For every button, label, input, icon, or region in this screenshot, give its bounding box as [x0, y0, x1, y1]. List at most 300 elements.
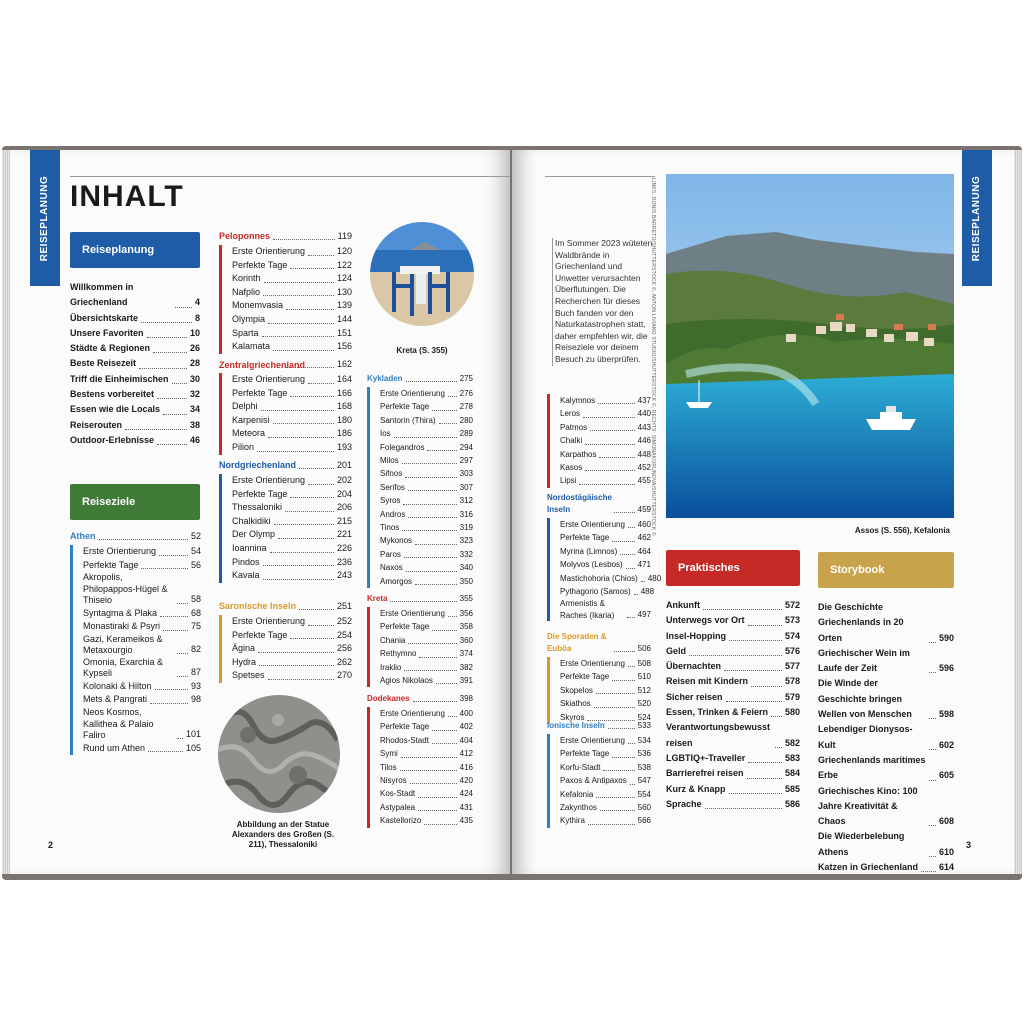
toc-entry	[380, 561, 473, 574]
toc-entry	[560, 585, 655, 598]
right-side-tab	[962, 150, 992, 286]
toc-leader	[775, 747, 782, 748]
toc-entry	[232, 556, 352, 570]
section-heading-page: 533	[637, 721, 651, 730]
toc-entry	[380, 414, 473, 427]
toc-entry-title: Monemvasia	[232, 300, 284, 311]
toc-entry-page: 270	[336, 670, 352, 681]
toc-entry-title: Willkommen in Griechenland	[70, 282, 134, 308]
toc-entry-title: Unsere Favoriten	[70, 327, 144, 338]
toc-entry-title: Paxos & Antipaxos	[560, 776, 627, 786]
toc-leader	[448, 396, 457, 397]
toc-entry-page: 590	[938, 632, 954, 643]
toc-entry-page: 139	[336, 300, 352, 311]
section-list	[547, 518, 662, 621]
toc-leader	[436, 683, 457, 684]
toc-entry-title: Monastiraki & Psyri	[83, 621, 161, 632]
toc-leader	[448, 616, 457, 617]
page-edges-left	[2, 150, 10, 874]
toc-entry-page: 402	[459, 722, 473, 732]
toc-entry-title: Essen, Trinken & Feiern	[666, 707, 769, 718]
toc-leader	[285, 511, 334, 512]
toc-entry	[232, 427, 352, 441]
toc-leader	[150, 703, 188, 704]
toc-entry-page: 226	[336, 542, 352, 553]
toc-leader	[703, 609, 782, 610]
section-sporaden-euboea	[547, 631, 651, 724]
toc-entry-page: 122	[336, 259, 352, 270]
toc-entry-page: 10	[189, 327, 200, 338]
toc-leader	[263, 579, 334, 580]
toc-entry-title: Rund um Athen	[83, 742, 146, 753]
toc-entry	[70, 356, 200, 371]
photo-statue	[218, 695, 340, 813]
toc-leader	[125, 429, 187, 430]
toc-leader	[771, 716, 782, 717]
toc-entry-title: Unterwegs vor Ort	[666, 615, 745, 626]
toc-entry	[380, 427, 473, 440]
toc-entry-title: Korinth	[232, 273, 261, 284]
toc-entry-page: 358	[459, 622, 473, 632]
section-list	[219, 245, 352, 354]
toc-leader	[177, 738, 183, 739]
toc-entry-page: 508	[637, 659, 651, 668]
section-list	[547, 657, 651, 724]
toc-entry-title: Perfekte Tage	[83, 559, 139, 570]
toc-leader	[400, 770, 457, 771]
toc-entry-page: 577	[784, 661, 800, 672]
toc-leader	[627, 617, 635, 618]
toc-leader	[175, 307, 192, 308]
section-peloponnes	[219, 230, 352, 354]
section-list	[547, 394, 651, 488]
section-heading-title: Ionische Inseln	[547, 721, 605, 730]
toc-leader	[402, 463, 457, 464]
toc-entry-title: Kasos	[560, 463, 583, 473]
toc-entry-page: 289	[459, 429, 473, 439]
toc-entry	[380, 774, 473, 787]
toc-entry-title: Perfekte Tage	[232, 259, 288, 270]
toc-entry	[380, 734, 473, 747]
toc-entry-page: 151	[336, 327, 352, 338]
toc-entry	[83, 657, 201, 680]
toc-leader	[402, 530, 456, 531]
section-list	[367, 387, 473, 588]
toc-entry	[380, 761, 473, 774]
toc-entry-title: Karpenisi	[232, 414, 270, 425]
toc-leader	[432, 743, 457, 744]
toc-entry-page: 608	[938, 816, 954, 827]
toc-entry-title: Erste Orientierung	[83, 546, 157, 556]
toc-entry	[380, 481, 473, 494]
toc-entry-page: 307	[459, 482, 473, 492]
toc-entry-title: LGBTIQ+-Traveller	[666, 752, 746, 763]
storybook-list	[818, 600, 954, 875]
toc-leader	[612, 680, 634, 681]
toc-entry-page: 497	[637, 610, 651, 620]
section-list	[70, 545, 201, 755]
toc-leader	[299, 468, 334, 469]
toc-entry-page: 124	[336, 273, 352, 284]
toc-entry	[380, 720, 473, 733]
toc-entry-title: Insel-Hopping	[666, 630, 726, 641]
toc-entry-page: 32	[189, 389, 200, 400]
section-heading-title: Die Sporaden & Euböa	[547, 632, 607, 653]
toc-entry	[83, 693, 201, 707]
toc-entry-title: Perfekte Tage	[560, 672, 610, 682]
toc-entry-title: Katzen in Griechenland	[818, 862, 919, 873]
toc-entry-title: Kastellorizo	[380, 816, 422, 826]
toc-entry-title: Agios Nikolaos	[380, 676, 433, 686]
toc-leader	[153, 352, 187, 353]
toc-entry	[560, 448, 651, 461]
toc-entry	[560, 407, 651, 420]
toc-leader	[608, 728, 635, 729]
toc-leader	[273, 239, 335, 240]
toc-leader	[261, 410, 334, 411]
section-nordostaegaeische-inseln	[547, 492, 662, 621]
toc-entry-page: 156	[336, 341, 352, 352]
toc-entry-title: Mykonos	[380, 536, 413, 546]
section-heading-title: Peloponnes	[219, 231, 271, 241]
toc-entry	[380, 787, 473, 800]
toc-leader	[160, 616, 188, 617]
toc-entry	[232, 656, 352, 670]
toc-entry-page: 452	[637, 463, 651, 473]
toc-leader	[603, 770, 634, 771]
toc-entry-title: Mets & Pangrati	[83, 694, 148, 705]
toc-entry	[666, 751, 800, 766]
toc-entry-title: Delphi	[232, 401, 258, 412]
toc-leader	[724, 670, 782, 671]
left-side-tab	[30, 150, 60, 286]
toc-leader	[413, 701, 457, 702]
toc-entry-page: 276	[459, 389, 473, 398]
toc-leader	[408, 490, 457, 491]
toc-entry-page: 578	[784, 676, 800, 687]
toc-entry-title: Sifnos	[380, 469, 403, 479]
section-heading-title: Kreta	[367, 594, 388, 603]
toc-leader	[432, 730, 456, 731]
toc-entry-title: Patmos	[560, 422, 588, 432]
toc-entry-page: 566	[637, 816, 651, 826]
toc-leader	[268, 437, 334, 438]
toc-entry	[70, 402, 200, 417]
photo-credit: LINKS: DONIS BARRETO/SHUTTERSTOCK ©, ANTON LIVIANO STUDIO/SHUTTERSTOCK ©, RECHTS: SIMONAKORUNOVA/SHUTTERSTOCK ©	[650, 178, 656, 536]
toc-entry-page: 58	[190, 594, 201, 605]
side-tab-label: REISEPLANUNG	[971, 175, 983, 261]
toc-entry-title: Rhodos-Stadt	[380, 735, 429, 745]
toc-entry-page: 28	[189, 358, 200, 369]
toc-entry-page: 510	[637, 672, 651, 682]
toc-entry-title: Ios	[380, 429, 391, 439]
toc-leader	[172, 383, 187, 384]
section-heading-page: 162	[336, 359, 352, 369]
toc-leader	[290, 396, 334, 397]
toc-entry-page: 278	[459, 402, 473, 412]
toc-entry-page: 256	[336, 643, 352, 654]
toc-entry-title: Griechisches Kino: 100 Jahre Kreativität & Chaos	[818, 785, 918, 827]
toc-entry	[380, 467, 473, 480]
toc-leader	[596, 797, 634, 798]
toc-entry	[380, 607, 473, 620]
toc-leader	[394, 437, 457, 438]
toc-entry-page: 435	[459, 816, 473, 826]
section-ionische-inseln	[547, 719, 651, 828]
toc-entry	[70, 341, 200, 356]
toc-entry-title: Symi	[380, 749, 398, 759]
toc-entry	[83, 634, 201, 657]
toc-leader	[585, 444, 634, 445]
toc-leader	[403, 504, 456, 505]
toc-leader	[751, 686, 782, 687]
photo-assos	[666, 174, 954, 518]
toc-entry-title: Essen wie die Locals	[70, 404, 161, 415]
toc-entry-title: Folegandros	[380, 442, 425, 452]
section-heading-page: 459	[637, 505, 651, 514]
toc-entry	[70, 372, 200, 387]
toc-entry	[83, 620, 201, 634]
toc-entry-title: Pindos	[232, 556, 260, 567]
toc-leader	[726, 701, 782, 702]
toc-leader	[419, 657, 456, 658]
toc-entry	[232, 259, 352, 273]
toc-entry-page: 180	[336, 414, 352, 425]
toc-entry-title: Omonia, Exarchia & Kypseli	[83, 656, 164, 679]
page-title: INHALT	[70, 180, 184, 213]
toc-entry-page: 462	[637, 533, 651, 543]
page-edges-right	[1014, 150, 1022, 874]
section-heading-page: 52	[190, 531, 201, 541]
toc-entry	[818, 676, 954, 722]
toc-entry	[818, 860, 954, 875]
toc-entry-title: Zakynthos	[560, 803, 597, 813]
toc-entry-title: Kythira	[560, 816, 585, 826]
toc-leader	[585, 470, 634, 471]
toc-entry	[560, 518, 651, 531]
toc-entry-title: Ankunft	[666, 600, 700, 610]
toc-leader	[308, 255, 334, 256]
toc-entry-page: 206	[336, 502, 352, 513]
toc-entry-page: 166	[336, 387, 352, 398]
toc-entry	[666, 659, 800, 674]
toc-entry-page: 46	[189, 434, 200, 445]
toc-entry-page: 412	[459, 749, 473, 759]
section-nordgriechenland	[219, 459, 352, 583]
reiseplanung-heading: Reiseplanung	[70, 232, 200, 268]
section-heading-page: 398	[459, 694, 473, 703]
toc-entry	[560, 747, 651, 760]
toc-entry-page: 350	[459, 576, 473, 586]
toc-entry	[380, 801, 473, 814]
toc-leader	[628, 666, 635, 667]
toc-entry	[70, 326, 200, 341]
toc-entry	[83, 559, 201, 573]
toc-entry	[380, 441, 473, 454]
section-heading	[219, 358, 352, 371]
toc-entry-title: Armenistis & Raches (Ikaria)	[560, 599, 615, 620]
toc-leader	[268, 679, 334, 680]
toc-leader	[268, 323, 334, 324]
toc-entry-title: Tinos	[380, 523, 400, 533]
toc-entry	[232, 569, 352, 583]
toc-entry-title: Perfekte Tage	[560, 749, 610, 759]
toc-entry-page: 424	[459, 789, 473, 799]
toc-entry-page: 120	[336, 246, 352, 256]
toc-leader	[929, 718, 936, 719]
toc-leader	[410, 783, 457, 784]
toc-entry-page: 464	[637, 546, 651, 556]
section-list	[219, 373, 352, 455]
toc-entry	[380, 814, 473, 827]
toc-entry-page: 520	[637, 699, 651, 709]
toc-entry	[666, 782, 800, 797]
toc-entry-page: 26	[189, 343, 200, 354]
toc-leader	[278, 538, 334, 539]
toc-leader	[308, 625, 334, 626]
toc-entry-page: 34	[189, 404, 200, 415]
toc-leader	[286, 367, 334, 368]
toc-entry-title: Karpathos	[560, 449, 597, 459]
toc-entry	[232, 414, 352, 428]
toc-entry	[380, 400, 473, 413]
toc-entry-page: 130	[336, 286, 352, 297]
section-athen	[70, 530, 201, 755]
section-list	[219, 474, 352, 583]
toc-entry-page: 168	[336, 401, 352, 412]
toc-entry-title: Spetses	[232, 670, 265, 681]
toc-entry-title: Griechenlands maritimes Erbe	[818, 754, 926, 781]
praktisches-list	[666, 598, 800, 812]
toc-leader	[614, 651, 635, 652]
toc-entry-page: 524	[637, 712, 651, 722]
toc-entry	[70, 387, 200, 402]
section-heading-title: Zentralgriechenland	[219, 360, 306, 370]
toc-entry-page: 448	[637, 449, 651, 459]
toc-leader	[432, 410, 456, 411]
toc-leader	[600, 810, 635, 811]
section-dodekanes	[367, 692, 473, 828]
section-heading-title: Nordgriechenland	[219, 460, 297, 470]
toc-leader	[290, 268, 334, 269]
toc-entry	[380, 634, 473, 647]
toc-entry	[560, 734, 651, 747]
toc-entry-page: 584	[784, 768, 800, 779]
reiseziele-heading: Reiseziele	[70, 484, 200, 520]
toc-entry-title: Erste Orientierung	[232, 475, 306, 485]
toc-entry	[232, 299, 352, 313]
toc-leader	[390, 601, 456, 602]
toc-entry	[560, 598, 651, 621]
toc-entry-title: Gazi, Kerameikos & Metaxourgio	[83, 633, 163, 656]
toc-entry	[380, 707, 473, 720]
toc-entry-title: Olympia	[232, 313, 266, 324]
toc-entry-page: 360	[459, 635, 473, 645]
toc-entry	[232, 286, 352, 300]
toc-entry	[380, 508, 473, 521]
toc-entry-title: Kurz & Knapp	[666, 783, 726, 794]
toc-entry	[380, 534, 473, 547]
photo-kreta	[370, 222, 474, 326]
toc-entry-page: 560	[637, 803, 651, 813]
toc-entry-title: Mastichohoria (Chios)	[560, 573, 638, 583]
section-heading	[547, 719, 651, 732]
toc-entry	[560, 474, 651, 487]
toc-leader	[99, 539, 188, 540]
toc-entry-page: 297	[459, 456, 473, 466]
toc-entry-page: 534	[637, 736, 651, 745]
toc-entry	[560, 421, 651, 434]
toc-entry-page: 93	[190, 680, 201, 691]
toc-entry-page: 583	[784, 752, 800, 763]
toc-entry-page: 303	[459, 469, 473, 479]
section-dodekanes-continued	[547, 392, 651, 488]
toc-leader	[596, 693, 635, 694]
toc-entry-title: Erste Orientierung	[232, 246, 306, 256]
toc-entry-title: Erste Orientierung	[380, 709, 445, 718]
toc-leader	[594, 707, 635, 708]
toc-entry-title: Die Wiederbelebung Athens	[818, 831, 905, 857]
toc-leader	[257, 451, 334, 452]
section-heading-title: Saronische Inseln	[219, 601, 297, 611]
section-heading	[70, 530, 201, 543]
toc-entry	[232, 501, 352, 515]
reiseplanung-list	[70, 280, 200, 448]
toc-entry	[232, 313, 352, 327]
toc-entry-title: Perfekte Tage	[232, 488, 288, 499]
photo-kreta-caption: Kreta (S. 355)	[396, 346, 448, 355]
toc-leader	[177, 603, 188, 604]
toc-entry-title: Erste Orientierung	[560, 520, 625, 529]
toc-entry-page: 547	[637, 776, 651, 786]
toc-entry-title: Perfekte Tage	[560, 533, 610, 543]
toc-leader	[929, 856, 936, 857]
toc-entry	[380, 747, 473, 760]
toc-entry-title: Kefalonia	[560, 789, 594, 799]
toc-entry-page: 573	[784, 615, 800, 626]
toc-entry-page: 538	[637, 762, 651, 772]
toc-entry	[560, 558, 651, 571]
toc-entry-title: Perfekte Tage	[380, 722, 430, 732]
toc-leader	[628, 527, 635, 528]
toc-entry-title: Reiserouten	[70, 419, 123, 430]
toc-leader	[432, 630, 456, 631]
toc-leader	[588, 824, 635, 825]
toc-leader	[748, 762, 782, 763]
toc-entry	[70, 311, 200, 326]
toc-leader	[929, 825, 936, 826]
toc-entry	[232, 400, 352, 414]
toc-entry	[560, 761, 651, 774]
photo-assos-caption: Assos (S. 556), Kefalonia	[854, 526, 950, 535]
toc-entry-title: Perfekte Tage	[232, 387, 288, 398]
toc-entry-page: 605	[938, 770, 954, 781]
toc-entry-page: 30	[189, 373, 200, 384]
toc-entry-page: 82	[190, 644, 201, 655]
toc-leader	[273, 350, 334, 351]
toc-leader	[583, 417, 635, 418]
toc-entry-title: Kalymnos	[560, 396, 596, 405]
toc-entry	[818, 646, 954, 677]
toc-entry	[70, 280, 200, 311]
toc-entry-page: 280	[459, 415, 473, 425]
toc-entry-page: 38	[189, 419, 200, 430]
toc-leader	[729, 793, 782, 794]
toc-entry-page: 193	[336, 441, 352, 452]
toc-entry-page: 579	[784, 691, 800, 702]
toc-entry	[560, 697, 651, 710]
top-rule	[70, 176, 510, 177]
